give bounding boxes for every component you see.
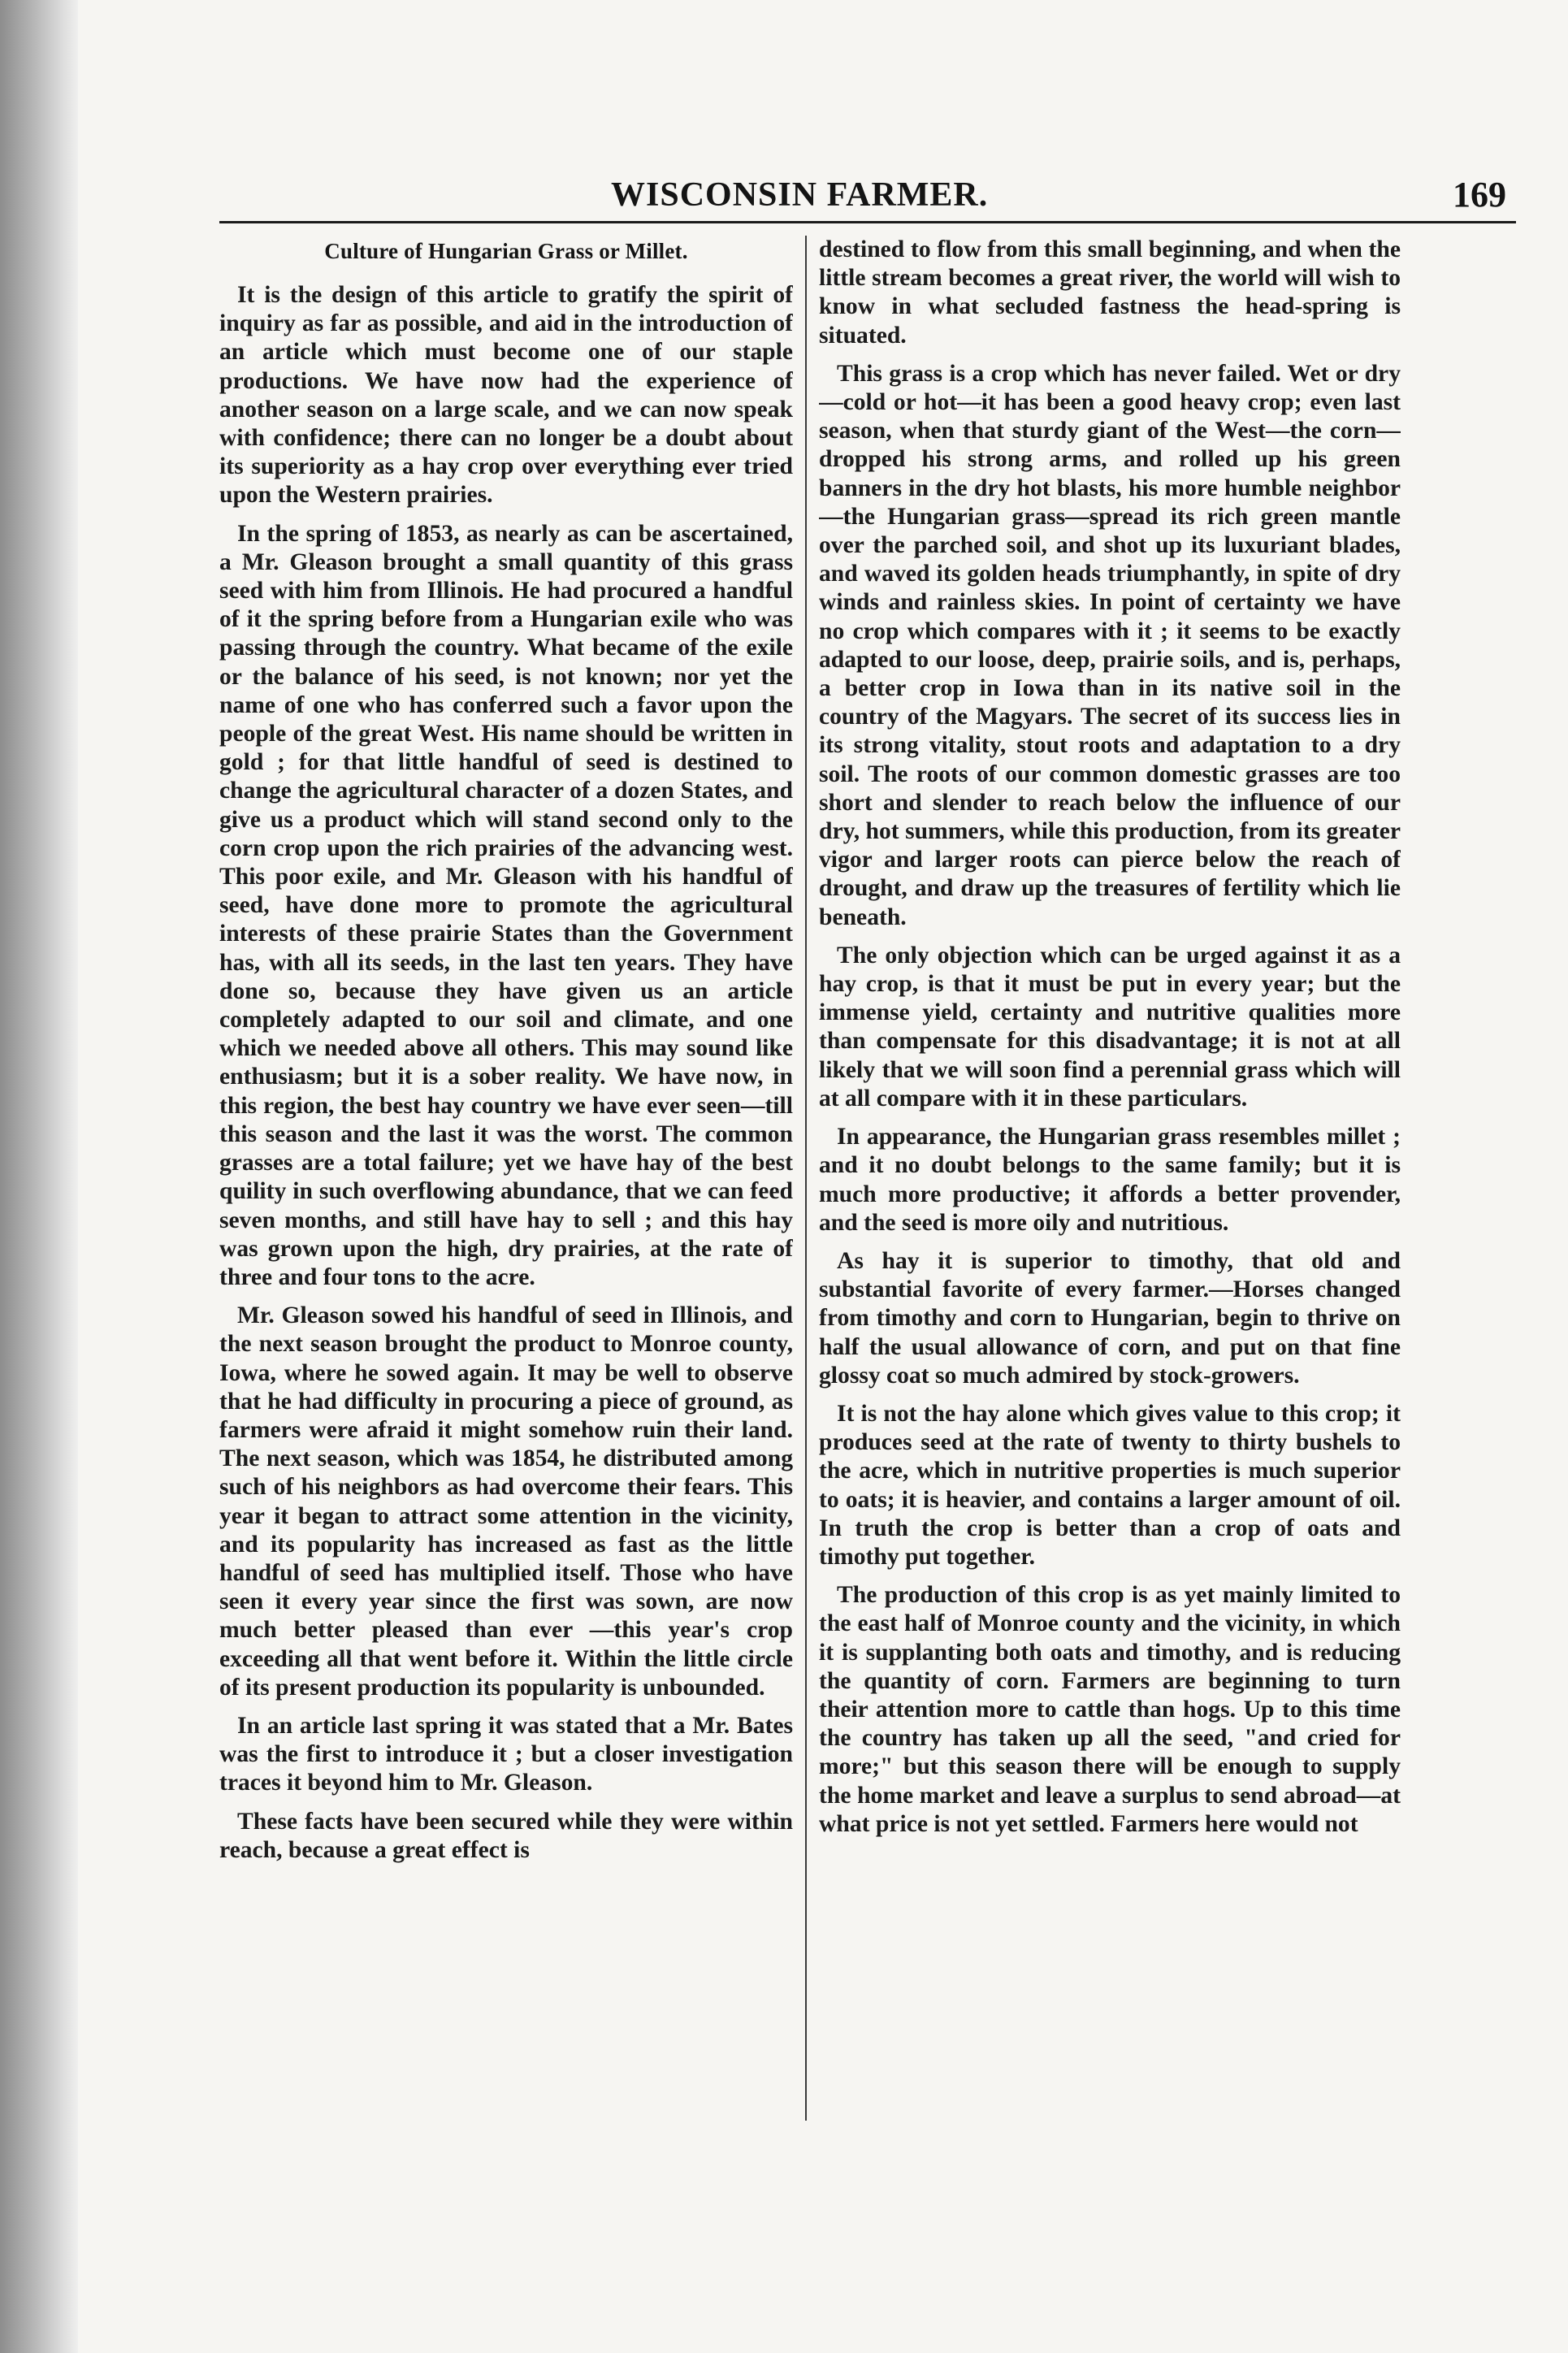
- paragraph: In appearance, the Hungarian grass resembles millet ; and it no doubt belongs to the same family; but it is much more productive; it affords a better provender, and the seed is more oily and nutritious.: [819, 1124, 1401, 1236]
- paragraph: As hay it is superior to timothy, that old and substantial favorite of every farmer.—Horses changed from timothy and corn to Hungarian, begin to thrive on half the usual allowance of corn, and put on that fine glossy coat so much admired by stock-growers.: [819, 1247, 1401, 1389]
- column-divider: [805, 236, 807, 2121]
- article-title: Culture of Hungarian Grass or Millet.: [324, 239, 688, 263]
- paragraph: This grass is a crop which has never failed. Wet or dry—cold or hot—it has been a good heavy crop; even last season, when that sturdy giant of the West—the corn—dropped his strong arms, and rolled up his green banners in the dry hot blasts, his more humble neighbor—the Hungarian grass—spread its rich green mantle over the parched soil, and shot up its luxuriant blades, and waved its golden heads triumphantly, in spite of dry winds and rainless skies. In point of certainty we have no crop which compares with it ; it seems to be exactly adapted to our loose, deep, prairie soils, and is, perhaps, a better crop in Iowa than in its native soil in the country of the Magyars. The secret of its success lies in its strong vitality, stout roots and adaptation to a dry soil. The roots of our common domestic grasses are too short and slender to reach below the influence of our dry, hot summers, while this production, from its greater vigor and larger roots can pierce below the reach of drought, and draw up the treasures of fertility which lie beneath.: [819, 360, 1401, 930]
- right-column: [819, 236, 1401, 2129]
- paragraph: In an article last spring it was stated that a Mr. Bates was the first to introduce it ; but a closer investigation traces it beyond him to Mr. Gleason.: [219, 1712, 793, 1796]
- paragraph: These facts have been secured while they were within reach, because a great effect is: [219, 1808, 793, 1863]
- page-gutter-shadow: [0, 0, 78, 2353]
- running-head: [219, 169, 1511, 218]
- paragraph: Mr. Gleason sowed his handful of seed in Illinois, and the next season brought the product to Monroe county, Iowa, where he sowed again. It may be well to observe that he had difficulty in procuring a piece of ground, as farmers were afraid it might somehow ruin their land. The next season, which was 1854, he distributed among such of his neighbors as had overcome their fears. This year it began to attract some attention in the vicinity, and its popularity has increased as fast as the little handful of seed has multiplied itself. Those who have seen it every year since the first was sown, are now much better pleased than ever —this year's crop exceeding all that went before it. Within the little circle of its present production its popularity is unbounded.: [219, 1302, 793, 1701]
- header-rule: [219, 221, 1516, 223]
- paragraph: It is the design of this article to gratify the spirit of inquiry as far as possible, and aid in the introduction of an article which must become one of our staple productions. We have now had the experience of another season on a large scale, and we can now speak with confidence; there can no longer be a doubt about its superiority as a hay crop over everything ever tried upon the Western prairies.: [219, 282, 793, 509]
- paragraph-continuation: destined to flow from this small beginning, and when the little stream becomes a great river, the world will wish to know in what secluded fastness the head-spring is situated.: [819, 236, 1401, 349]
- paragraph: The only objection which can be urged against it as a hay crop, is that it must be put in every year; but the immense yield, certainty and nutritive qualities more than compensate for this disadvantage; it is not at all likely that we will soon find a perennial grass which will at all compare with it in these particulars.: [819, 942, 1401, 1112]
- paragraph: It is not the hay alone which gives value to this crop; it produces seed at the rate of twenty to thirty bushels to the acre, which in nutritive properties is much superior to oats; it is heavier, and contains a larger amount of oil. In truth the crop is better than a crop of oats and timothy put together.: [819, 1400, 1401, 1570]
- paragraph: In the spring of 1853, as nearly as can be ascertained, a Mr. Gleason brought a small quantity of this grass seed with him from Illinois. He had procured a handful of it the spring before from a Hungarian exile who was passing through the country. What became of the exile or the balance of his seed, is not known; nor yet the name of one who has conferred such a favor upon the people of the great West. His name should be written in gold ; for that little handful of seed is destined to change the agricultural character of a dozen States, and give us a product which will stand second only to the corn crop upon the rich prairies of the advancing west. This poor exile, and Mr. Gleason with his handful of seed, have done more to promote the agricultural interests of these prairie States than the Government has, with all its seeds, in the last ten years. They have done so, because they have given us an article completely adapted to our soil and climate, and one which we needed above all others. This may sound like enthusiasm; but it is a sober reality. We have now, in this region, the best hay country we have ever seen—till this season and the last it was the worst. The common grasses are a total failure; yet we have hay of the best quility in such overflowing abundance, that we can feed seven months, and still have hay to sell ; and this hay was grown upon the high, dry prairies, at the rate of three and four tons to the acre.: [219, 520, 793, 1290]
- left-column: [219, 236, 793, 2129]
- page-number: 169: [1453, 175, 1506, 214]
- paragraph: The production of this crop is as yet mainly limited to the east half of Monroe county and the vicinity, in which it is supplanting both oats and timothy, and is reducing the quantity of corn. Farmers are beginning to turn their attention more to cattle than hogs. Up to this time the country has taken up all the seed, "and cried for more;" but this season there will be enough to supply the home market and leave a surplus to send abroad—at what price is not yet settled. Farmers here would not: [819, 1582, 1401, 1837]
- journal-title: WISCONSIN FARMER.: [611, 176, 989, 214]
